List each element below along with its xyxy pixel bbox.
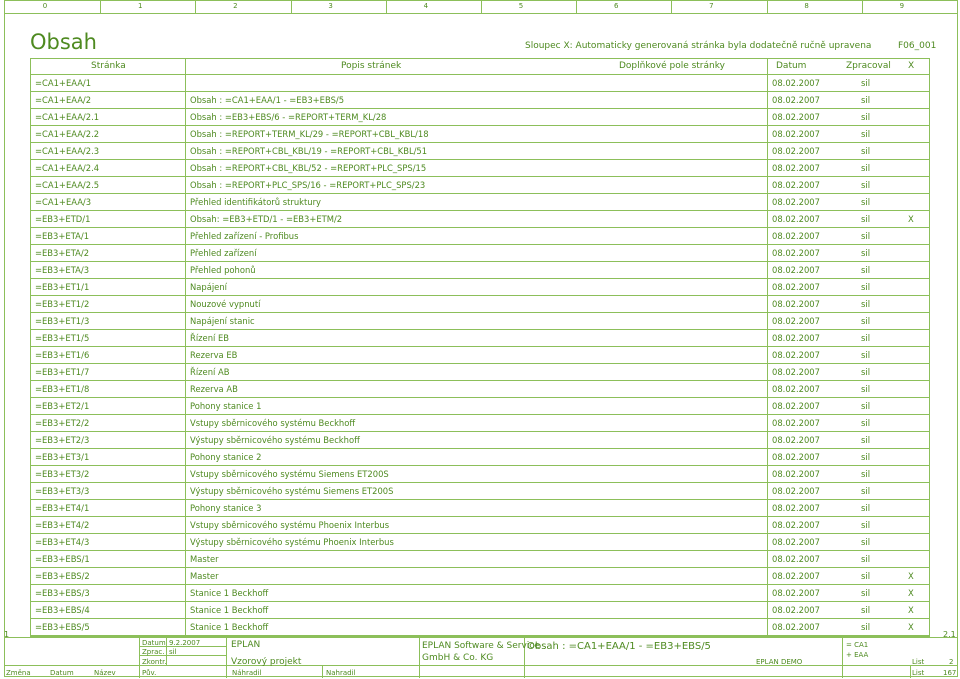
datum-label: Datum — [142, 639, 166, 647]
column-divider — [185, 59, 186, 636]
row-date: 08.02.2007 — [772, 282, 820, 292]
header-desc: Popis stránek — [341, 61, 402, 71]
row-date: 08.02.2007 — [772, 350, 820, 360]
row-description: Obsah : =REPORT+PLC_SPS/16 - =REPORT+PLC_SPS/23 — [190, 180, 426, 190]
table-row — [31, 194, 929, 211]
row-page: =EB3+ET1/2 — [35, 299, 90, 309]
row-description: Vstupy sběrnicového systému Phoenix Interbus — [190, 520, 390, 530]
ruler-divider — [100, 0, 101, 13]
list-total-value: 167 — [943, 669, 957, 677]
row-description: Přehled zařízení — [190, 248, 257, 258]
row-author: sil — [861, 78, 871, 88]
company-line2: GmbH & Co. KG — [422, 653, 494, 663]
table-row — [31, 347, 929, 364]
table-row — [31, 466, 929, 483]
location-eaa: + EAA — [846, 651, 869, 659]
table-row — [31, 296, 929, 313]
row-date: 08.02.2007 — [772, 112, 820, 122]
row-page: =CA1+EAA/2 — [35, 95, 92, 105]
row-author: sil — [861, 503, 871, 513]
row-author: sil — [861, 622, 871, 632]
row-page: =EB3+ETD/1 — [35, 214, 91, 224]
row-date: 08.02.2007 — [772, 622, 820, 632]
column-x-note: Sloupec X: Automaticky generovaná stránka byla dodatečně ručně upravena — [525, 41, 872, 51]
row-date: 08.02.2007 — [772, 605, 820, 615]
ruler-number: 2 — [233, 2, 238, 10]
row-page: =CA1+EAA/2.4 — [35, 163, 100, 173]
eplan-label: EPLAN — [231, 640, 261, 650]
row-page: =CA1+EAA/2.2 — [35, 129, 100, 139]
row-description: Výstupy sběrnicového systému Siemens ET200S — [190, 486, 394, 496]
row-description: Obsah : =REPORT+TERM_KL/29 - =REPORT+CBL_KBL/18 — [190, 129, 429, 139]
grid-line — [910, 665, 911, 678]
grid-line — [226, 638, 227, 678]
row-date: 08.02.2007 — [772, 95, 820, 105]
document-title: Obsah : =CA1+EAA/1 - =EB3+EBS/5 — [527, 641, 711, 652]
table-row — [31, 262, 929, 279]
row-description: Obsah : =REPORT+CBL_KBL/19 - =REPORT+CBL_KBL/51 — [190, 146, 428, 156]
row-page: =EB3+EBS/3 — [35, 588, 90, 598]
table-row — [31, 551, 929, 568]
row-description: Rezerva EB — [190, 350, 238, 360]
ruler-divider — [195, 0, 196, 13]
table-row — [31, 534, 929, 551]
row-page: =EB3+ET3/2 — [35, 469, 90, 479]
nahradil-label: Náhradil — [232, 669, 262, 677]
row-page: =EB3+ET2/2 — [35, 418, 90, 428]
header-date: Datum — [776, 61, 807, 71]
table-row — [31, 432, 929, 449]
row-page: =CA1+EAA/2.3 — [35, 146, 100, 156]
row-date: 08.02.2007 — [772, 333, 820, 343]
row-date: 08.02.2007 — [772, 469, 820, 479]
row-author: sil — [861, 605, 871, 615]
table-row — [31, 619, 929, 636]
ruler-divider — [767, 0, 768, 13]
row-author: sil — [861, 571, 871, 581]
row-date: 08.02.2007 — [772, 588, 820, 598]
row-page: =EB3+ET4/2 — [35, 520, 90, 530]
row-page: =EB3+ETA/3 — [35, 265, 90, 275]
row-description: Přehled pohonů — [190, 265, 256, 275]
grid-line — [322, 665, 323, 678]
row-author: sil — [861, 316, 871, 326]
row-description: Napájení — [190, 282, 227, 292]
table-row — [31, 364, 929, 381]
row-author: sil — [861, 401, 871, 411]
table-row — [31, 143, 929, 160]
ruler-divider — [671, 0, 672, 13]
row-date: 08.02.2007 — [772, 78, 820, 88]
row-author: sil — [861, 384, 871, 394]
table-row — [31, 500, 929, 517]
row-page: =CA1+EAA/2.5 — [35, 180, 100, 190]
ruler-number: 8 — [804, 2, 809, 10]
grid-line — [419, 638, 420, 678]
table-row — [31, 75, 929, 92]
row-page: =EB3+EBS/2 — [35, 571, 90, 581]
row-author: sil — [861, 435, 871, 445]
row-date: 08.02.2007 — [772, 384, 820, 394]
row-page: =EB3+ET3/1 — [35, 452, 90, 462]
row-x-flag: X — [908, 622, 914, 632]
row-author: sil — [861, 452, 871, 462]
table-row — [31, 177, 929, 194]
column-ruler — [5, 0, 957, 14]
row-author: sil — [861, 469, 871, 479]
row-description: Přehled identifikátorů struktury — [190, 197, 321, 207]
datum2-label: Datum — [50, 669, 74, 677]
row-description: Master — [190, 554, 219, 564]
row-description: Pohony stanice 2 — [190, 452, 262, 462]
table-row — [31, 126, 929, 143]
table-row — [31, 585, 929, 602]
row-author: sil — [861, 520, 871, 530]
row-date: 08.02.2007 — [772, 520, 820, 530]
table-body — [31, 75, 929, 636]
ruler-divider — [291, 0, 292, 13]
zprac-value: sil — [169, 648, 177, 656]
ruler-number: 0 — [42, 2, 48, 10]
table-row — [31, 109, 929, 126]
header-page: Stránka — [91, 61, 126, 71]
footer-right-number: 2.1 — [943, 630, 956, 639]
list-value: 2 — [949, 658, 954, 666]
nazev-label: Název — [94, 669, 116, 677]
table-row — [31, 279, 929, 296]
row-description: Řízení EB — [190, 333, 230, 343]
page-id: F06_001 — [898, 41, 937, 51]
row-description: Pohony stanice 1 — [190, 401, 262, 411]
row-page: =EB3+ETA/2 — [35, 248, 90, 258]
row-description: Obsah : =REPORT+CBL_KBL/52 - =REPORT+PLC_SPS/15 — [190, 163, 427, 173]
row-date: 08.02.2007 — [772, 180, 820, 190]
table-row — [31, 381, 929, 398]
project-name: Vzorový projekt — [231, 657, 302, 667]
row-date: 08.02.2007 — [772, 571, 820, 581]
header-author: Zpracoval — [846, 61, 891, 71]
row-date: 08.02.2007 — [772, 554, 820, 564]
row-page: =EB3+EBS/1 — [35, 554, 90, 564]
row-description: Pohony stanice 3 — [190, 503, 262, 513]
table-row — [31, 602, 929, 619]
table-row — [31, 228, 929, 245]
row-author: sil — [861, 367, 871, 377]
title-block — [4, 630, 958, 677]
ruler-divider — [862, 0, 863, 13]
row-description: Stanice 1 Beckhoff — [190, 605, 269, 615]
row-description: Výstupy sběrnicového systému Phoenix Interbus — [190, 537, 394, 547]
row-description: Obsah: =EB3+ETD/1 - =EB3+ETM/2 — [190, 214, 343, 224]
row-date: 08.02.2007 — [772, 163, 820, 173]
ruler-number: 3 — [328, 2, 333, 10]
zkontr-label: Zkontr. — [142, 658, 167, 666]
row-description: Rezerva AB — [190, 384, 238, 394]
row-author: sil — [861, 282, 871, 292]
table-row — [31, 330, 929, 347]
row-x-flag: X — [908, 605, 914, 615]
row-description: Výstupy sběrnicového systému Beckhoff — [190, 435, 360, 445]
row-page: =CA1+EAA/1 — [35, 78, 92, 88]
row-page: =EB3+EBS/4 — [35, 605, 90, 615]
ruler-number: 9 — [899, 2, 905, 10]
row-page: =EB3+ET1/7 — [35, 367, 90, 377]
row-author: sil — [861, 537, 871, 547]
row-date: 08.02.2007 — [772, 248, 820, 258]
nahrazen-label: Nahradil — [326, 669, 356, 677]
row-description: Obsah : =EB3+EBS/6 - =REPORT+TERM_KL/28 — [190, 112, 387, 122]
row-author: sil — [861, 214, 871, 224]
contents-table — [30, 58, 930, 637]
row-x-flag: X — [908, 588, 914, 598]
row-author: sil — [861, 265, 871, 275]
row-author: sil — [861, 486, 871, 496]
row-date: 08.02.2007 — [772, 537, 820, 547]
company-line1: EPLAN Software & Service — [422, 641, 540, 651]
row-description: Stanice 1 Beckhoff — [190, 588, 269, 598]
row-date: 08.02.2007 — [772, 367, 820, 377]
ruler-divider — [576, 0, 577, 13]
row-author: sil — [861, 231, 871, 241]
row-page: =EB3+ET1/6 — [35, 350, 90, 360]
row-description: Obsah : =CA1+EAA/1 - =EB3+EBS/5 — [190, 95, 345, 105]
table-row — [31, 245, 929, 262]
table-header — [31, 59, 929, 75]
row-date: 08.02.2007 — [772, 146, 820, 156]
row-date: 08.02.2007 — [772, 486, 820, 496]
row-author: sil — [861, 197, 871, 207]
row-page: =EB3+ET2/1 — [35, 401, 90, 411]
row-author: sil — [861, 350, 871, 360]
zprac-label: Zprac. — [142, 648, 165, 656]
row-description: Vstupy sběrnicového systému Siemens ET200S — [190, 469, 389, 479]
ruler-divider — [386, 0, 387, 13]
row-description: Master — [190, 571, 219, 581]
column-divider — [767, 59, 768, 636]
row-page: =EB3+ET4/3 — [35, 537, 90, 547]
ruler-number: 6 — [613, 2, 619, 10]
row-date: 08.02.2007 — [772, 452, 820, 462]
header-extra: Doplňkové pole stránky — [619, 61, 725, 71]
table-row — [31, 398, 929, 415]
table-row — [31, 517, 929, 534]
function-ca1: = CA1 — [846, 641, 869, 649]
row-author: sil — [861, 554, 871, 564]
row-author: sil — [861, 163, 871, 173]
ruler-number: 5 — [518, 2, 524, 10]
table-row — [31, 568, 929, 585]
row-page: =EB3+ET4/1 — [35, 503, 90, 513]
row-author: sil — [861, 146, 871, 156]
row-author: sil — [861, 418, 871, 428]
row-author: sil — [861, 588, 871, 598]
table-row — [31, 415, 929, 432]
row-page: =EB3+ET3/3 — [35, 486, 90, 496]
row-page: =EB3+EBS/5 — [35, 622, 90, 632]
ruler-number: 1 — [137, 2, 143, 10]
list-total-label: List — [912, 669, 925, 677]
table-row — [31, 211, 929, 228]
row-page: =EB3+ET2/3 — [35, 435, 90, 445]
row-author: sil — [861, 299, 871, 309]
ruler-number: 7 — [709, 2, 714, 10]
ruler-divider — [481, 0, 482, 13]
table-row — [31, 483, 929, 500]
row-date: 08.02.2007 — [772, 503, 820, 513]
list-label: List — [912, 658, 925, 666]
row-description: Napájení stanic — [190, 316, 255, 326]
row-author: sil — [861, 129, 871, 139]
row-page: =EB3+ET1/8 — [35, 384, 90, 394]
grid-line — [842, 638, 843, 678]
row-page: =EB3+ET1/5 — [35, 333, 90, 343]
row-date: 08.02.2007 — [772, 197, 820, 207]
puv-label: Pův. — [142, 669, 157, 677]
row-author: sil — [861, 248, 871, 258]
row-date: 08.02.2007 — [772, 265, 820, 275]
zmena-label: Změna — [6, 669, 31, 677]
row-date: 08.02.2007 — [772, 214, 820, 224]
eplan-demo: EPLAN DEMO — [756, 658, 803, 666]
row-x-flag: X — [908, 571, 914, 581]
datum-value: 9.2.2007 — [169, 639, 201, 647]
row-page: =EB3+ET1/3 — [35, 316, 90, 326]
row-page: =EB3+ETA/1 — [35, 231, 90, 241]
row-date: 08.02.2007 — [772, 435, 820, 445]
row-description: Vstupy sběrnicového systému Beckhoff — [190, 418, 356, 428]
header-x: X — [908, 61, 915, 71]
page-title: Obsah — [30, 30, 97, 54]
row-date: 08.02.2007 — [772, 316, 820, 326]
footer-left-number: 1 — [4, 630, 10, 639]
ruler-number: 4 — [423, 2, 429, 10]
row-author: sil — [861, 180, 871, 190]
row-author: sil — [861, 112, 871, 122]
grid-line — [139, 638, 140, 678]
row-author: sil — [861, 333, 871, 343]
row-page: =CA1+EAA/3 — [35, 197, 92, 207]
table-row — [31, 160, 929, 177]
row-description: Stanice 1 Beckhoff — [190, 622, 269, 632]
row-x-flag: X — [908, 214, 914, 224]
row-date: 08.02.2007 — [772, 231, 820, 241]
row-page: =EB3+ET1/1 — [35, 282, 90, 292]
row-date: 08.02.2007 — [772, 299, 820, 309]
row-date: 08.02.2007 — [772, 129, 820, 139]
row-author: sil — [861, 95, 871, 105]
row-date: 08.02.2007 — [772, 401, 820, 411]
row-page: =CA1+EAA/2.1 — [35, 112, 100, 122]
row-description: Přehled zařízení - Profibus — [190, 231, 299, 241]
row-description: Řízení AB — [190, 367, 230, 377]
table-row — [31, 313, 929, 330]
row-description: Nouzové vypnutí — [190, 299, 261, 309]
row-date: 08.02.2007 — [772, 418, 820, 428]
table-row — [31, 92, 929, 109]
table-row — [31, 449, 929, 466]
